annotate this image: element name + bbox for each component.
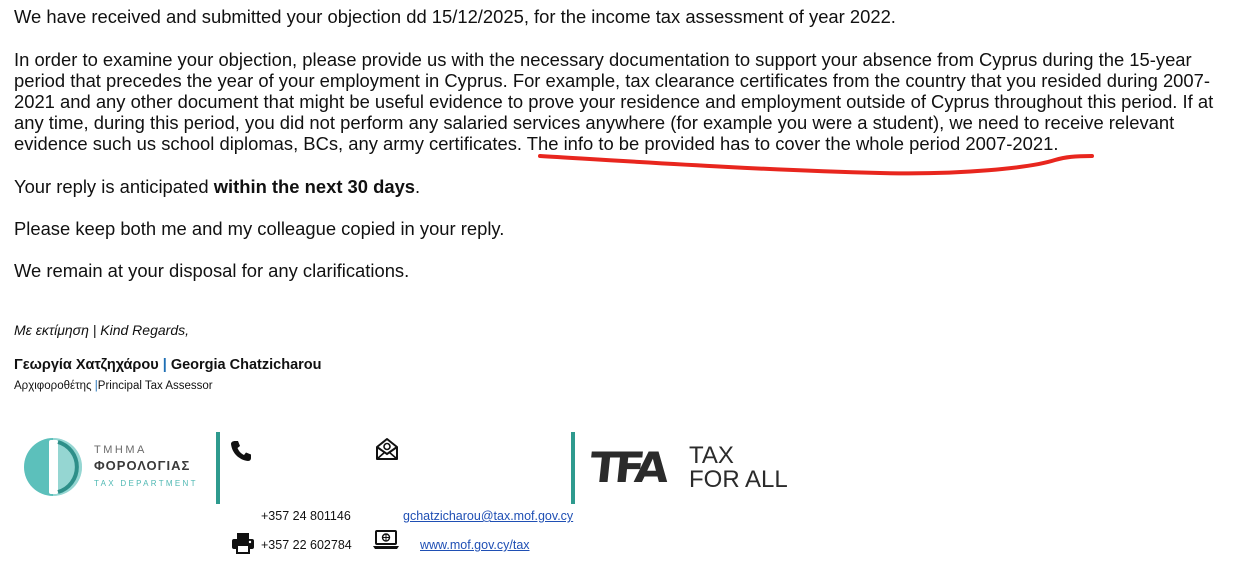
- fax-number: +357 22 602784: [261, 538, 352, 552]
- tax-for-all-logo: [587, 442, 802, 498]
- fax-printer-icon: [231, 532, 255, 554]
- reply-deadline: within the next 30 days: [213, 176, 416, 197]
- tfa-logo-line2: FOR ALL: [689, 466, 788, 493]
- laptop-icon: [372, 530, 400, 550]
- email-link[interactable]: gchatzicharou@tax.mof.gov.cy: [403, 509, 574, 523]
- tfa-logo-mark: TFA: [587, 444, 667, 493]
- signature-name-english: Georgia Chatzicharou: [170, 357, 322, 373]
- department-logo-line1: ΤΜΗΜΑ: [94, 444, 147, 456]
- department-logo-line3: TAX DEPARTMENT: [94, 479, 198, 488]
- reply-prefix: Your reply is anticipated: [14, 176, 214, 197]
- phone-number: +357 24 801146: [261, 509, 351, 523]
- signature-divider-right: [571, 432, 575, 504]
- reply-suffix: .: [415, 176, 421, 197]
- disposal-paragraph: We remain at your disposal for any clarifications.: [14, 260, 410, 281]
- signature-title-english: Principal Tax Assessor: [97, 380, 213, 392]
- tfa-logo-line1: TAX: [689, 442, 734, 469]
- documentation-request-paragraph: In order to examine your objection, please provide us with the necessary documentation to support your absence from Cyprus during the 15-year period that precedes the year of your employment in Cyprus. For example, tax clearance certificates from the country that you resided during 2007-2021 and any other document that might be useful evidence to prove your residence and employment outside of Cyprus throughout this period. If at any time, during this period, you did not perform any salaried services anywhere (for example you were a student), we need to receive relevant evidence such us school diplomas, BCs, any army certificates. The info to be provided has to cover the whole period 2007-2021.: [14, 49, 1214, 154]
- signature-title-separator: |: [94, 380, 98, 392]
- signature-name: [14, 357, 322, 373]
- copy-colleague-paragraph: Please keep both me and my colleague copied in your reply.: [14, 218, 505, 239]
- signature-title-greek: Αρχιφοροθέτης: [14, 380, 95, 392]
- kind-regards: Με εκτίμηση | Kind Regards,: [14, 322, 189, 338]
- tax-department-logo: [22, 434, 212, 502]
- signature-title: [14, 380, 213, 392]
- website-link[interactable]: www.mof.gov.cy/tax: [420, 538, 530, 552]
- tax-department-emblem-icon: [22, 434, 84, 500]
- email-icon: [375, 437, 399, 461]
- reply-deadline-paragraph: [14, 176, 420, 197]
- signature-divider-left: [216, 432, 220, 504]
- signature-name-greek: Γεωργία Χατζηχάρου: [14, 357, 159, 373]
- received-paragraph: We have received and submitted your objection dd 15/12/2025, for the income tax assessment of year 2022.: [14, 6, 896, 27]
- phone-icon: [230, 440, 252, 462]
- signature-name-separator: |: [158, 357, 171, 373]
- department-logo-line2: ΦΟΡΟΛΟΓΙΑΣ: [94, 458, 191, 473]
